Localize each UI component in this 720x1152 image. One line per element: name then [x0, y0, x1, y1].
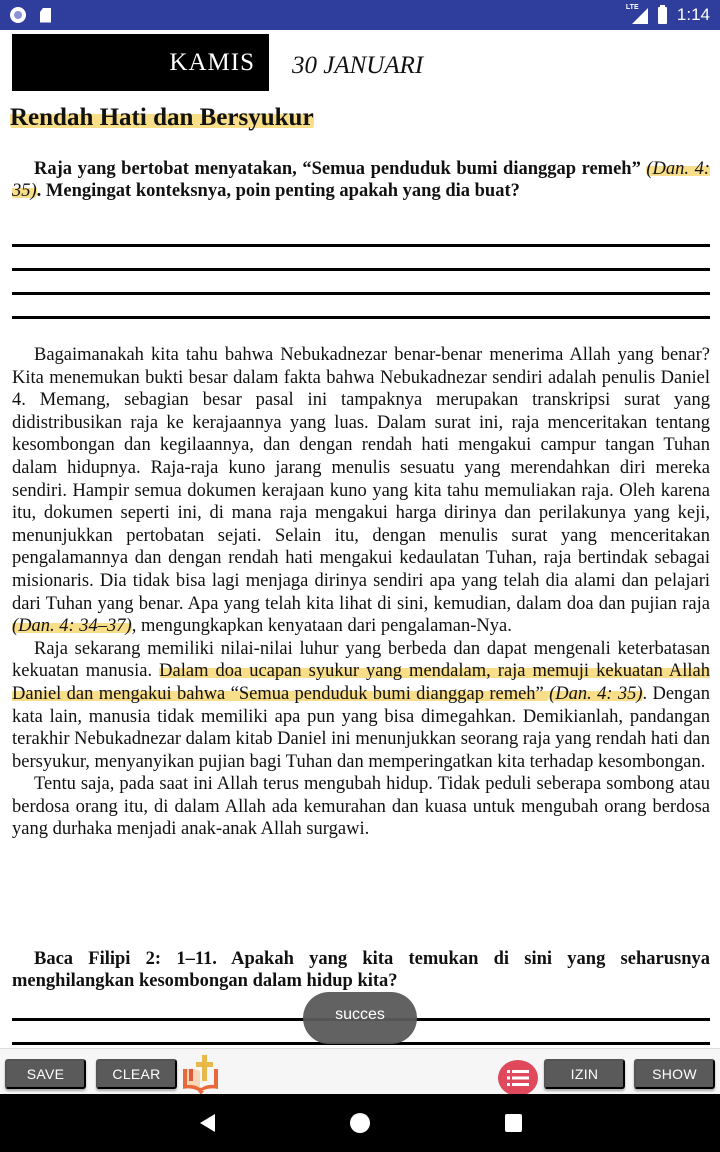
- day-label-box: [12, 34, 269, 91]
- network-type: LTE: [625, 4, 639, 11]
- sd-card-icon: [40, 8, 51, 23]
- paragraph-3: Tentu saja, pada saat ini Allah terus mengubah hidup. Tidak peduli seberapa sombong atau berdosa orang itu, di dalam Allah ada kemurahan dan kuasa untuk mengubah orang berdosa yang durhaka menjadi anak-anak Allah surgawi.: [12, 774, 710, 840]
- lte-signal-icon: [626, 6, 648, 24]
- home-icon[interactable]: [350, 1113, 370, 1133]
- lesson-page[interactable]: [0, 30, 720, 1048]
- answer-line[interactable]: [12, 268, 710, 271]
- paragraph-text: Bagaimanakah kita tahu bahwa Nebukadnezar benar-benar menerima Allah yang benar? Kita menemukan bukti besar dalam fakta bahwa Nebukadnezar sendiri adalah penulis Daniel 4. Memang, sebagian besar pasal ini tampaknya merupakan transkripsi surat yang didistribusikan raja ke kerajaannya yang luas. Dalam surat ini, raja menceritakan tentang kesombongan dan kegilaannya, dan dengan rendah hati mengakui campur tangan Tuhan dalam hidupnya. Raja-raja kuno jarang menulis sesuatu yang merendahkan diri mereka sendiri. Hampir semua dokumen kerajaan kuno yang kita tahu memuliakan raja. Oleh karena itu, dokumen seperti ini, di mana raja mengakui harga dirinya dan perilakunya yang keji, menunjukkan pertobatan sejati. Selain itu, dengan menulis surat yang menceritakan pengalamannya dan dengan rendah hati mengakui kedaulatan Tuhan, raja bertindak sebagai misionaris. Dia tidak bisa lagi menjaga dirinya sendiri apa yang telah dia alami dan pelajari dari Tuhan yang benar. Apa yang telah kita lihat di sini, kemudian, dalam doa dan pujian raja: [12, 345, 710, 614]
- list-icon: [507, 1070, 529, 1086]
- scripture-reference: (Dan. 4: 35): [12, 159, 710, 201]
- question-2: Baca Filipi 2: 1–11. Apakah yang kita temukan di sini yang seharusnya menghilangkan kesombongan dalam hidup kita?: [12, 949, 710, 991]
- bottom-toolbar: [0, 1048, 720, 1094]
- paragraph-2: [12, 638, 710, 774]
- toast-message: succes: [303, 992, 417, 1044]
- question-1: [12, 158, 710, 202]
- clear-button[interactable]: CLEAR: [96, 1059, 177, 1089]
- question-1-text-end: . Mengingat konteksnya, poin penting apakah yang dia buat?: [36, 181, 520, 201]
- status-bar: [0, 0, 720, 30]
- answer-line[interactable]: [12, 316, 710, 319]
- show-button[interactable]: SHOW: [634, 1059, 715, 1089]
- paragraph-text: Raja sekarang memiliki nilai-nilai luhur yang berbeda dan dapat mengenali keterbatasan kekuatan manusia.: [12, 638, 710, 682]
- clock: 1:14: [676, 5, 710, 24]
- battery-icon: [658, 7, 667, 24]
- lesson-body: [12, 344, 710, 841]
- bible-cross-icon[interactable]: [180, 1055, 222, 1095]
- izin-button[interactable]: IZIN: [544, 1059, 625, 1089]
- scripture-reference: (Dan. 4: 34–37): [12, 616, 132, 637]
- day-label: KAMIS: [169, 48, 255, 76]
- paragraph-text: . Dengan kata lain, manusia tidak memiliki apa pun yang bisa dimegahkan. Demikianlah, pandangan terakhir Nebukadnezar dalam kitab Daniel ini menunjukkan seorang raja yang rendah hati dan bersyukur, menyanyikan pujian bagi Tuhan dan memperingatkan kita terhadap kesombongan.: [12, 683, 710, 772]
- notification-circle-icon: [10, 7, 26, 23]
- scripture-reference: (Dan. 4: 35): [549, 683, 643, 704]
- list-menu-button[interactable]: [498, 1060, 538, 1096]
- paragraph-text: , mengungkapkan kenyataan dari pengalaman-Nya.: [131, 616, 512, 637]
- lesson-title: Rendah Hati dan Bersyukur: [10, 104, 314, 131]
- answer-line[interactable]: [12, 244, 710, 247]
- back-icon[interactable]: [200, 1114, 215, 1132]
- date-label: 30 JANUARI: [292, 52, 424, 79]
- navigation-bar: [0, 1094, 720, 1152]
- highlighted-text: Dalam doa ucapan syukur yang mendalam, raja memuji kekuatan Allah Daniel dan mengakui bahwa “Semua penduduk bumi dianggap remeh”: [12, 661, 710, 704]
- recent-apps-icon[interactable]: [505, 1114, 522, 1132]
- save-button[interactable]: SAVE: [5, 1059, 86, 1089]
- paragraph-1: [12, 344, 710, 638]
- answer-line[interactable]: [12, 292, 710, 295]
- question-1-text: Raja yang bertobat menyatakan, “Semua penduduk bumi dianggap remeh”: [34, 159, 647, 179]
